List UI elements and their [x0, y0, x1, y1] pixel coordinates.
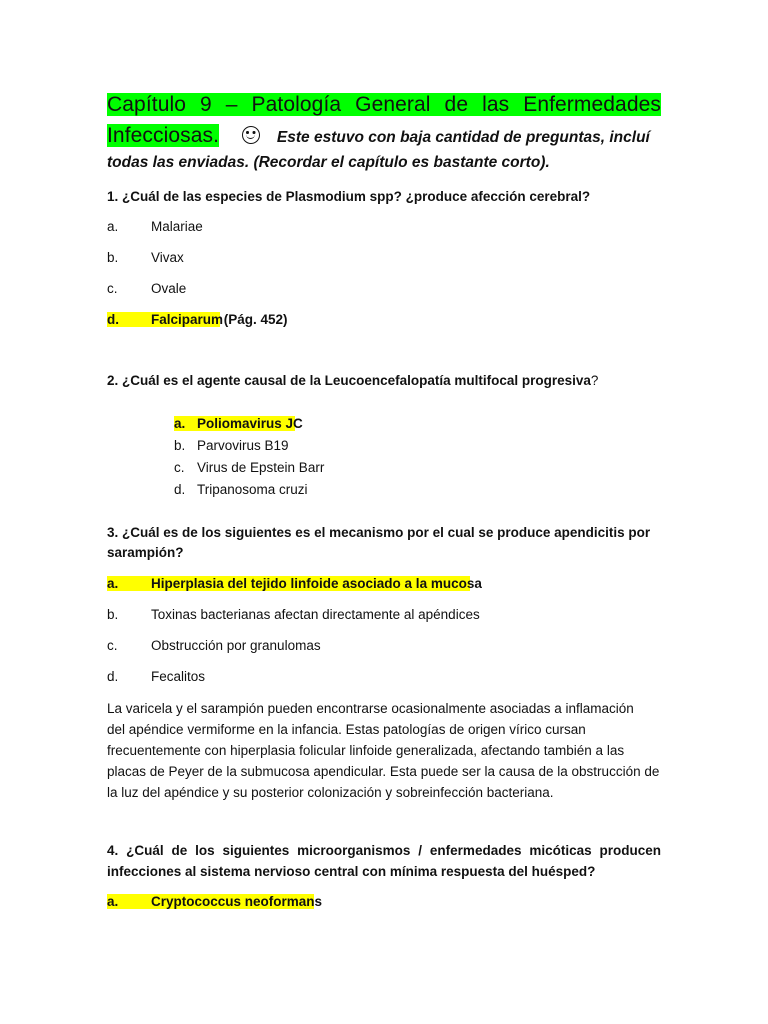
- explanation-line: La varicela y el sarampión pueden encontrarse ocasionalmente asociadas a inflamación: [107, 701, 634, 716]
- explanation-line: placas de Peyer de la submucosa apendicular. Esta puede ser la causa de la obstrucción de: [107, 764, 660, 779]
- chapter-note-line2: todas las enviadas. (Recordar el capítulo es bastante corto).: [107, 154, 550, 171]
- question-3-line1: 3. ¿Cuál es de los siguientes es el mecanismo por el cual se produce apendicitis por: [107, 525, 651, 540]
- option-letter: a.: [107, 219, 119, 234]
- option-letter: a.: [174, 416, 186, 431]
- q3-option-b: [107, 607, 480, 622]
- option-letter: b.: [107, 250, 119, 265]
- question-3-line2: sarampión?: [107, 545, 184, 560]
- option-letter: d.: [107, 312, 119, 327]
- q3-explanation: [107, 698, 667, 803]
- option-letter: c.: [174, 460, 185, 475]
- q2-option-d: [174, 482, 308, 497]
- explanation-line: del apéndice vermiforme en la infancia. Estas patologías de origen vírico cursan: [107, 722, 586, 737]
- option-text: Vivax: [151, 250, 184, 265]
- chapter-title-line2: Infecciosas.: [107, 124, 220, 147]
- q2-option-b: [174, 438, 289, 453]
- option-text: Tripanosoma cruzi: [197, 482, 308, 497]
- option-letter: c.: [107, 638, 118, 653]
- explanation-line: frecuentemente con hiperplasia folicular linfoide generalizada, afectando también a las: [107, 743, 625, 758]
- q2-option-c: [174, 460, 325, 475]
- option-text: Toxinas bacterianas afectan directamente al apéndices: [151, 607, 480, 622]
- smiley-face-icon: [242, 126, 260, 144]
- chapter-title-text: Capítulo 9 – Patología General de las Enfermedades: [107, 93, 661, 116]
- option-letter: a.: [107, 894, 119, 909]
- option-text: Cryptococcus neoformans: [151, 894, 323, 909]
- explanation-line: la luz del apéndice y su posterior colonización y sobreinfección bacteriana.: [107, 785, 554, 800]
- q1-option-b: [107, 250, 184, 265]
- option-letter: b.: [174, 438, 186, 453]
- option-text: Poliomavirus JC: [197, 416, 303, 431]
- question-1: 1. ¿Cuál de las especies de Plasmodium spp? ¿produce afección cerebral?: [107, 189, 591, 204]
- page-reference: (Pág. 452): [220, 312, 288, 327]
- option-text: Virus de Epstein Barr: [197, 460, 325, 475]
- q1-option-d-correct: [107, 312, 288, 327]
- chapter-title-line1: [107, 93, 661, 117]
- question-2-text: 2. ¿Cuál es el agente causal de la Leucoencefalopatía multifocal progresiva: [107, 373, 591, 388]
- q4-option-a-correct: [107, 894, 323, 909]
- option-text: Parvovirus B19: [197, 438, 289, 453]
- question-4-line1: 4. ¿Cuál de los siguientes microorganismos / enfermedades micóticas producen: [107, 843, 661, 858]
- option-text: Malariae: [151, 219, 203, 234]
- q3-option-c: [107, 638, 321, 653]
- option-text: Hiperplasia del tejido linfoide asociado a la mucosa: [151, 576, 482, 591]
- question-2: [107, 373, 598, 388]
- q1-option-c: [107, 281, 187, 296]
- chapter-title-line2-row: [107, 124, 661, 148]
- option-letter: a.: [107, 576, 119, 591]
- option-text: Fecalitos: [151, 669, 206, 684]
- q2-option-a-correct: [174, 416, 303, 431]
- question-2-end: ?: [590, 373, 599, 388]
- option-text: Obstrucción por granulomas: [151, 638, 321, 653]
- q1-option-a: [107, 219, 203, 234]
- q3-option-a-correct: [107, 576, 482, 591]
- option-letter: d.: [107, 669, 119, 684]
- option-letter: c.: [107, 281, 118, 296]
- chapter-note-line1: Este estuvo con baja cantidad de preguntas, incluí: [276, 129, 650, 146]
- q3-option-d: [107, 669, 206, 684]
- question-4-line2: infecciones al sistema nervioso central con mínima respuesta del huésped?: [107, 864, 596, 879]
- option-text: Falciparum: [151, 312, 224, 327]
- option-text: Ovale: [151, 281, 187, 296]
- option-letter: b.: [107, 607, 119, 622]
- option-letter: d.: [174, 482, 186, 497]
